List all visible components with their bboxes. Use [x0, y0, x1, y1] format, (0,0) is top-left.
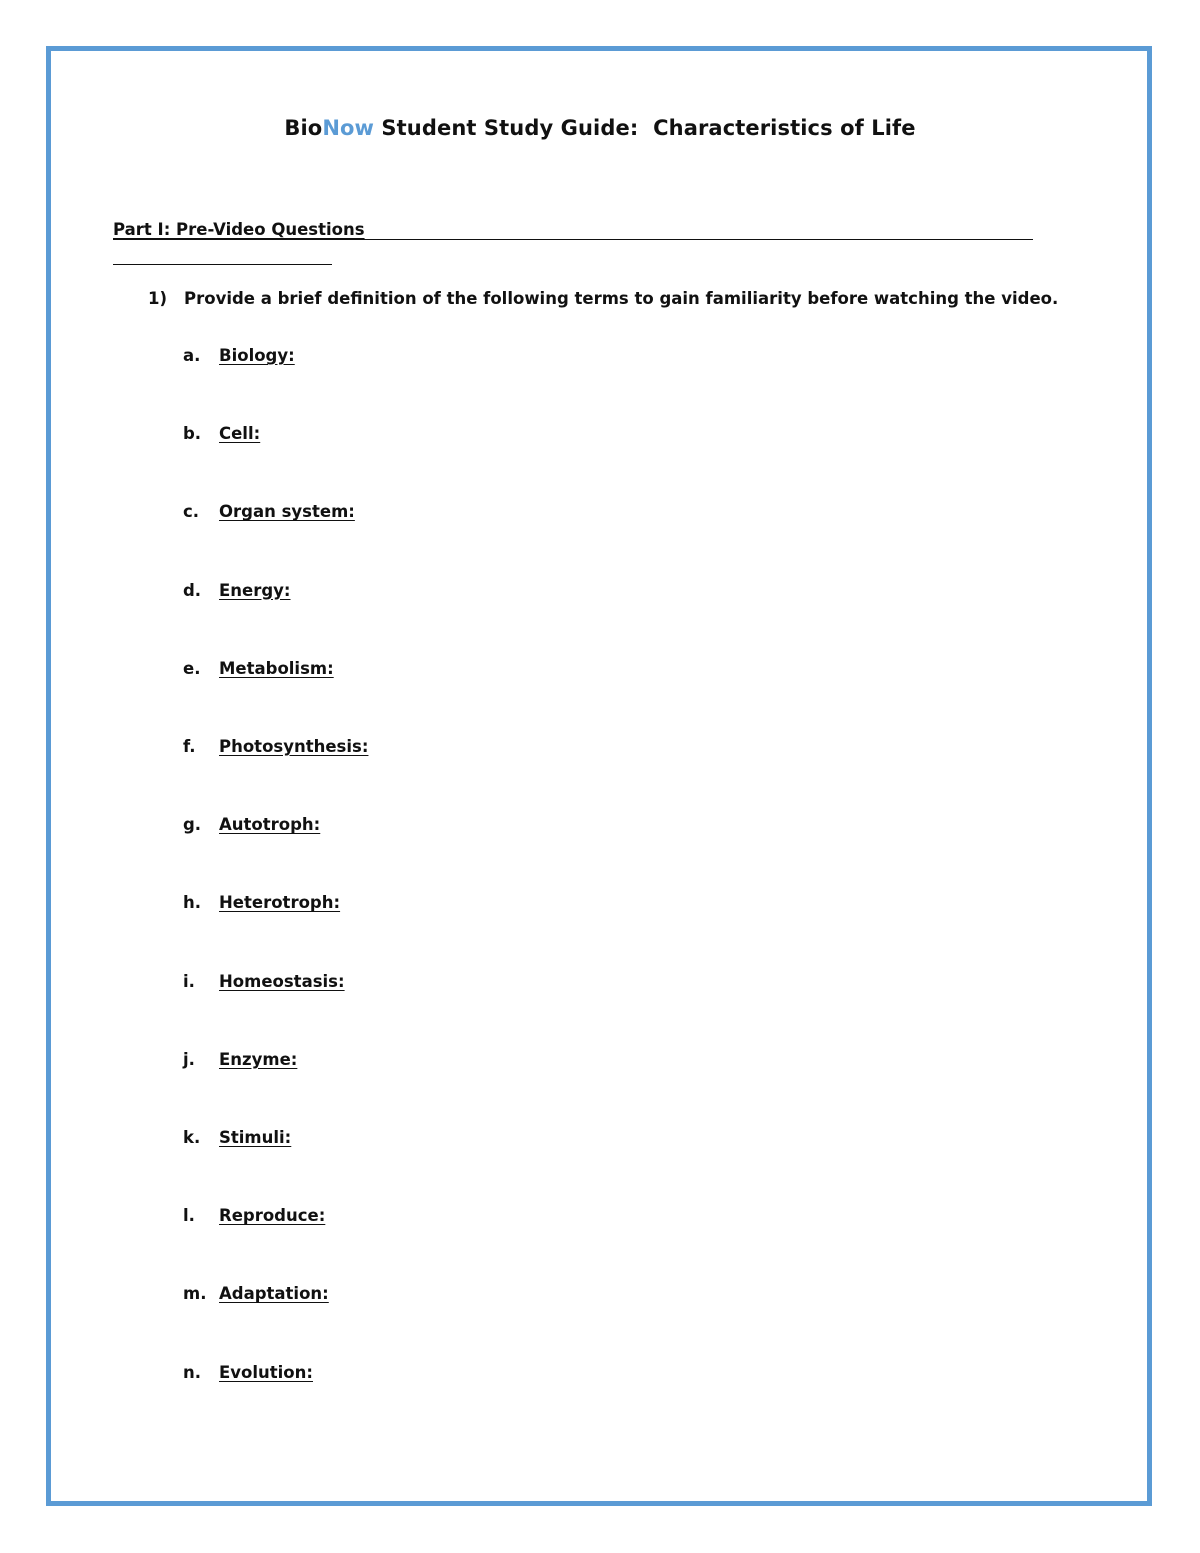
term-letter: j. — [183, 1049, 195, 1069]
term-item — [183, 815, 320, 834]
term-label: Evolution: — [219, 1362, 313, 1382]
term-item — [183, 581, 291, 600]
heading-rule — [113, 239, 1033, 240]
question-number: 1) — [148, 289, 168, 308]
term-label: Cell: — [219, 424, 261, 444]
title-accent-now: Now — [322, 116, 375, 140]
term-letter: d. — [183, 580, 202, 600]
term-item — [183, 737, 368, 756]
term-label: Metabolism: — [219, 658, 334, 678]
term-label: Energy: — [219, 580, 291, 600]
term-letter: n. — [183, 1362, 202, 1382]
term-label: Organ system: — [219, 502, 355, 522]
term-letter: a. — [183, 346, 201, 365]
term-label: Biology: — [219, 346, 295, 365]
term-label: Enzyme: — [219, 1049, 298, 1069]
term-item — [183, 893, 340, 912]
term-item — [183, 424, 260, 443]
question-1 — [148, 289, 1058, 308]
term-label: Reproduce: — [219, 1206, 326, 1226]
term-item — [183, 1050, 297, 1069]
term-item — [183, 1206, 325, 1225]
term-letter: g. — [183, 815, 202, 835]
document-title — [0, 116, 1200, 140]
title-part-rest: Student Study Guide: Characteristics of Life — [374, 116, 916, 140]
term-label: Autotroph: — [219, 815, 321, 835]
term-item — [183, 659, 334, 678]
term-item — [183, 972, 345, 991]
title-part-bio: Bio — [284, 116, 323, 140]
term-item — [183, 1363, 313, 1382]
term-label: Adaptation: — [219, 1284, 329, 1304]
term-label: Stimuli: — [219, 1128, 292, 1147]
term-letter: b. — [183, 424, 202, 444]
term-item — [183, 1128, 291, 1147]
term-letter: m. — [183, 1284, 207, 1304]
term-label: Heterotroph: — [219, 893, 341, 913]
term-letter: e. — [183, 658, 201, 678]
term-letter: c. — [183, 502, 200, 522]
term-item — [183, 502, 355, 521]
question-text: Provide a brief definition of the following terms to gain familiarity before watching the video. — [184, 289, 1059, 308]
term-letter: l. — [183, 1206, 195, 1226]
term-letter: f. — [183, 737, 196, 756]
term-item — [183, 1284, 329, 1303]
term-letter: h. — [183, 893, 202, 913]
term-letter: k. — [183, 1128, 201, 1147]
term-item — [183, 346, 295, 365]
part-heading-text: Part I: Pre-Video Questions — [113, 220, 365, 239]
part-heading — [113, 220, 365, 239]
heading-rule-continuation — [113, 264, 332, 265]
term-label: Homeostasis: — [219, 971, 345, 991]
term-letter: i. — [183, 971, 195, 991]
term-label: Photosynthesis: — [219, 737, 369, 756]
